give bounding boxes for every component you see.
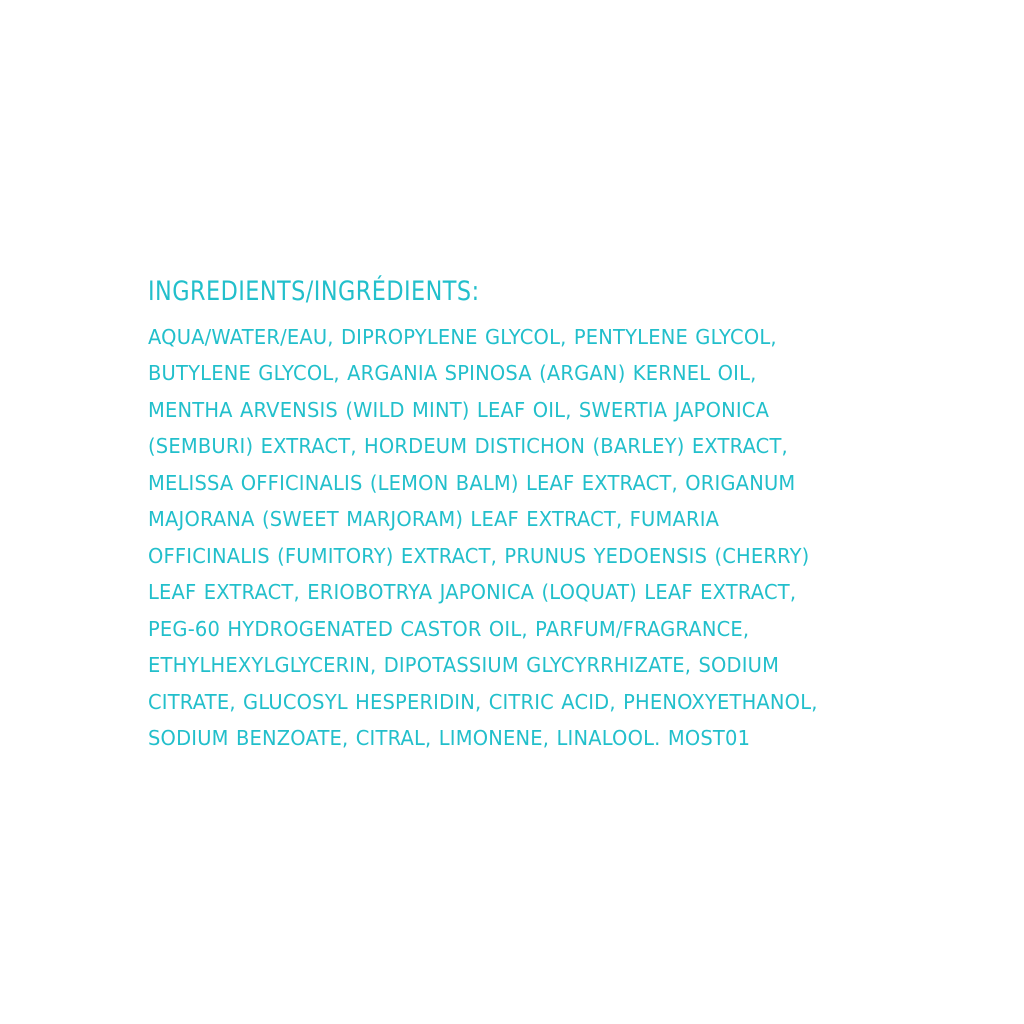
ingredients-heading: INGREDIENTS/INGRÉDIENTS:	[148, 276, 480, 307]
ingredients-block	[148, 275, 883, 757]
ingredients-body-text: AQUA/WATER/EAU, DIPROPYLENE GLYCOL, PENTYLENE GLYCOL, BUTYLENE GLYCOL, ARGANIA SPINOSA (ARGAN) KERNEL OIL, MENTHA ARVENSIS (WILD MINT) LEAF OIL, SWERTIA JAPONICA (SEMBURI) EXTRACT, HORDEUM DISTICHON (BARLEY) EXTRACT, MELISSA OFFICINALIS (LEMON BALM) LEAF EXTRACT, ORIGANUM MAJORANA (SWEET MARJORAM) LEAF EXTRACT, FUMARIA OFFICINALIS (FUMITORY) EXTRACT, PRUNUS YEDOENSIS (CHERRY) LEAF EXTRACT, ERIOBOTRYA JAPONICA (LOQUAT) LEAF EXTRACT, PEG-60 HYDROGENATED CASTOR OIL, PARFUM/FRAGRANCE, ETHYLHEXYLGLYCERIN, DIPOTASSIUM GLYCYRRHIZATE, SODIUM CITRATE, GLUCOSYL HESPERIDIN, CITRIC ACID, PHENOXYETHANOL, SODIUM BENZOATE, CITRAL, LIMONENE, LINALOOL. MOST01	[148, 324, 818, 751]
